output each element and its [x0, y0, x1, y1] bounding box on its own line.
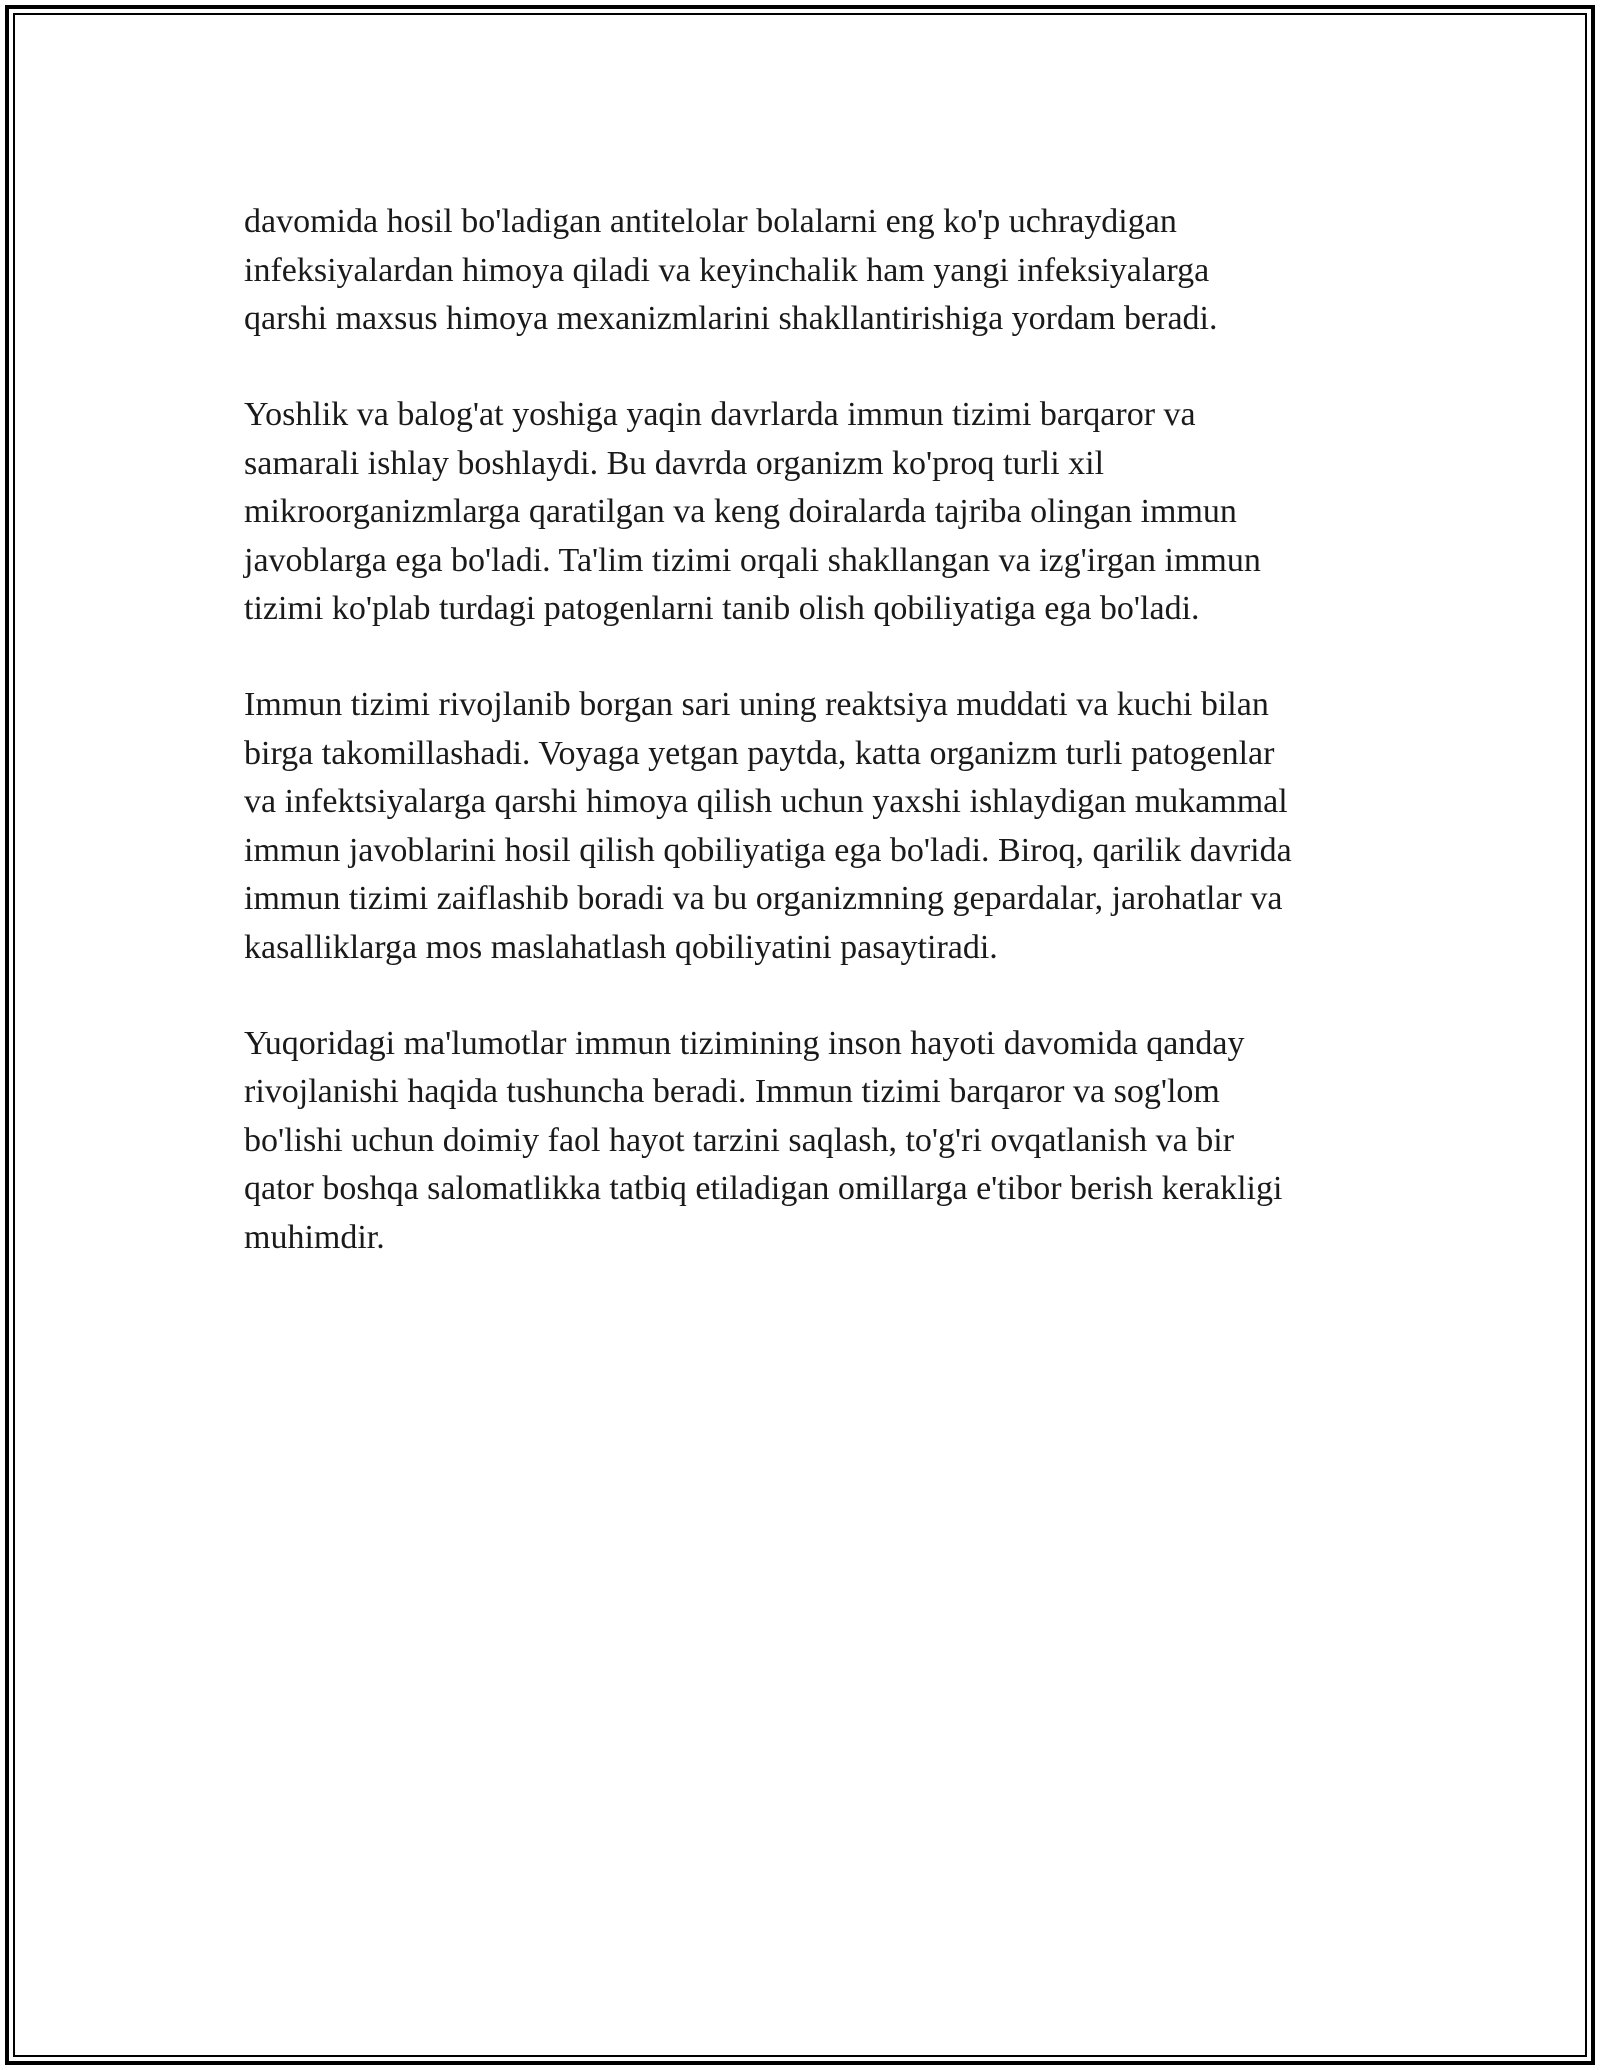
paragraph-line: samarali ishlay boshlaydi. Bu davrda organizm ko'proq turli xil — [244, 444, 1105, 482]
paragraph-line: javoblarga ega bo'ladi. Ta'lim tizimi orqali shakllangan va izg'irgan immun — [244, 541, 1261, 579]
paragraph-line: Yoshlik va balog'at yoshiga yaqin davrlarda immun tizimi barqaror va — [244, 396, 1196, 433]
paragraph-line: qarshi maxsus himoya mexanizmlarini shakllantirishiga yordam beradi. — [244, 300, 1218, 337]
paragraph-line: mikroorganizmlarga qaratilgan va keng doiralarda tajriba olingan immun — [244, 493, 1237, 530]
paragraph-line: immun javoblarini hosil qilish qobiliyatiga ega bo'ladi. Biroq, qarilik davrida — [244, 831, 1292, 869]
paragraph-line: infeksiyalardan himoya qiladi va keyinchalik ham yangi infeksiyalarga — [244, 251, 1210, 289]
paragraph-2 — [244, 391, 1424, 634]
paragraph-line: Immun tizimi rivojlanib borgan sari uning reaktsiya muddati va kuchi bilan — [244, 686, 1269, 723]
paragraph-line: muhimdir. — [244, 1218, 385, 1256]
paragraph-line: tizimi ko'plab turdagi patogenlarni tanib olish qobiliyatiga ega bo'ladi. — [244, 590, 1200, 627]
paragraph-line: bo'lishi uchun doimiy faol hayot tarzini saqlash, to'g'ri ovqatlanish va bir — [244, 1121, 1235, 1159]
paragraph-line: birga takomillashadi. Voyaga yetgan paytda, katta organizm turli patogenlar — [244, 734, 1275, 772]
page-frame — [5, 5, 1595, 2065]
paragraph-1 — [244, 198, 1424, 344]
paragraph-line: va infektsiyalarga qarshi himoya qilish uchun yaxshi ishlaydigan mukammal — [244, 783, 1288, 820]
document-body — [244, 198, 1424, 1310]
paragraph-line: immun tizimi zaiflashib boradi va bu organizmning gepardalar, jarohatlar va — [244, 880, 1283, 917]
paragraph-line: Yuqoridagi ma'lumotlar immun tizimining inson hayoti davomida qanday — [244, 1024, 1245, 1062]
paragraph-line: rivojlanishi haqida tushuncha beradi. Immun tizimi barqaror va sog'lom — [244, 1073, 1220, 1110]
paragraph-line: qator boshqa salomatlikka tatbiq etiladigan omillarga e'tibor berish kerakligi — [244, 1170, 1283, 1207]
paragraph-4 — [244, 1020, 1424, 1263]
paragraph-3 — [244, 681, 1424, 972]
paragraph-line: davomida hosil bo'ladigan antitelolar bolalarni eng ko'p uchraydigan — [244, 203, 1177, 240]
paragraph-line: kasalliklarga mos maslahatlash qobiliyatini pasaytiradi. — [244, 928, 998, 966]
